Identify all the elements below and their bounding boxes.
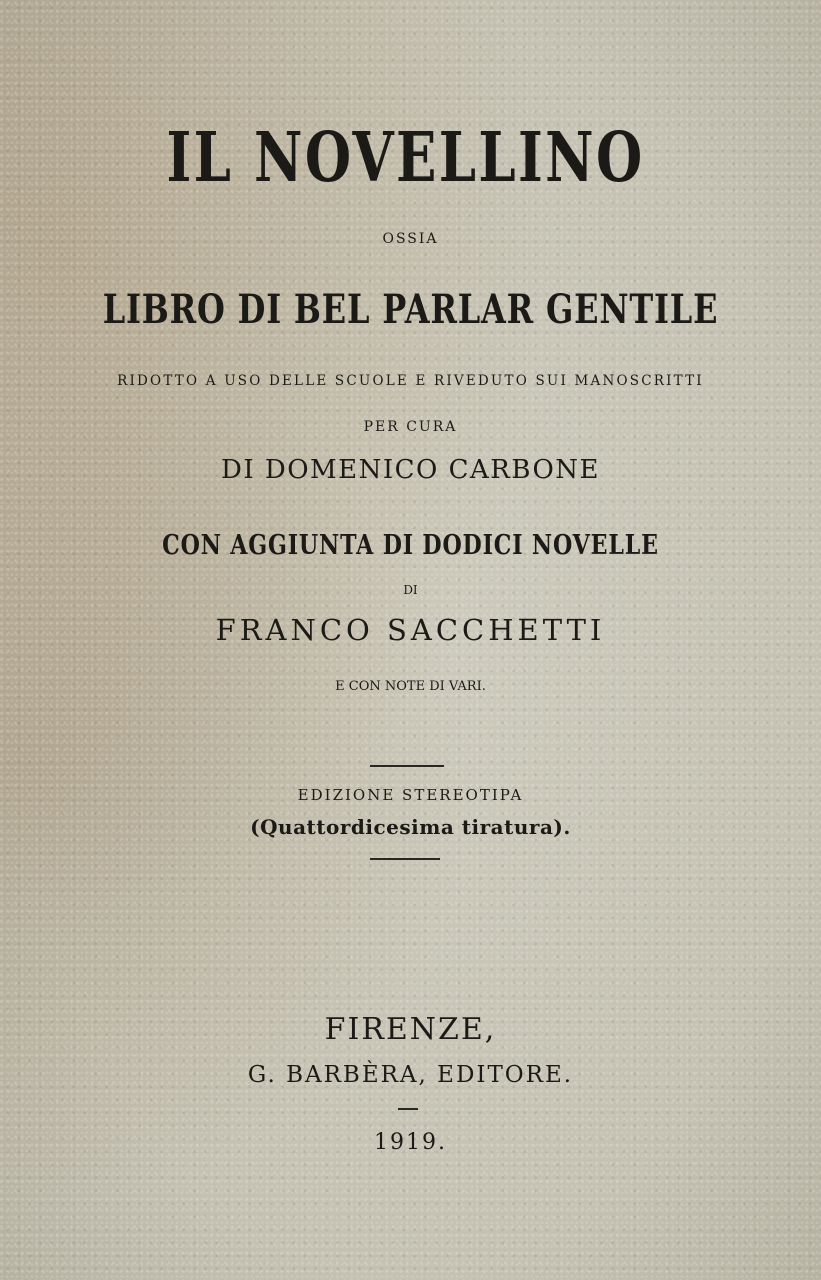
publication-year: 1919. [374,1130,447,1155]
book-subtitle: LIBRO DI BEL PARLAR GENTILE [102,286,719,333]
divider-rule [370,765,444,767]
addition-line: CON AGGIUNTA DI DODICI NOVELLE [162,530,659,561]
title-connector: OSSIA [382,231,439,247]
divider-rule [370,858,440,860]
edition-description: RIDOTTO A USO DELLE SCUOLE E RIVEDUTO SUI MANOSCRITTI [117,373,704,389]
short-rule [398,1108,418,1110]
addition-author: FRANCO SACCHETTI [215,613,606,647]
curator-name: DI DOMENICO CARBONE [220,455,601,485]
curator-prefix: PER CURA [363,419,458,435]
edition-label: EDIZIONE STEREOTIPA [297,786,524,804]
publisher-name: G. BARBÈRA, EDITORE. [247,1062,574,1088]
book-title: IL NOVELLINO [166,118,645,198]
publication-city: FIRENZE, [324,1012,497,1047]
printing-label: (Quattordicesima tiratura). [250,815,571,839]
addition-connector: DI [403,583,418,597]
notes-line: E CON NOTE DI VARI. [335,679,486,694]
